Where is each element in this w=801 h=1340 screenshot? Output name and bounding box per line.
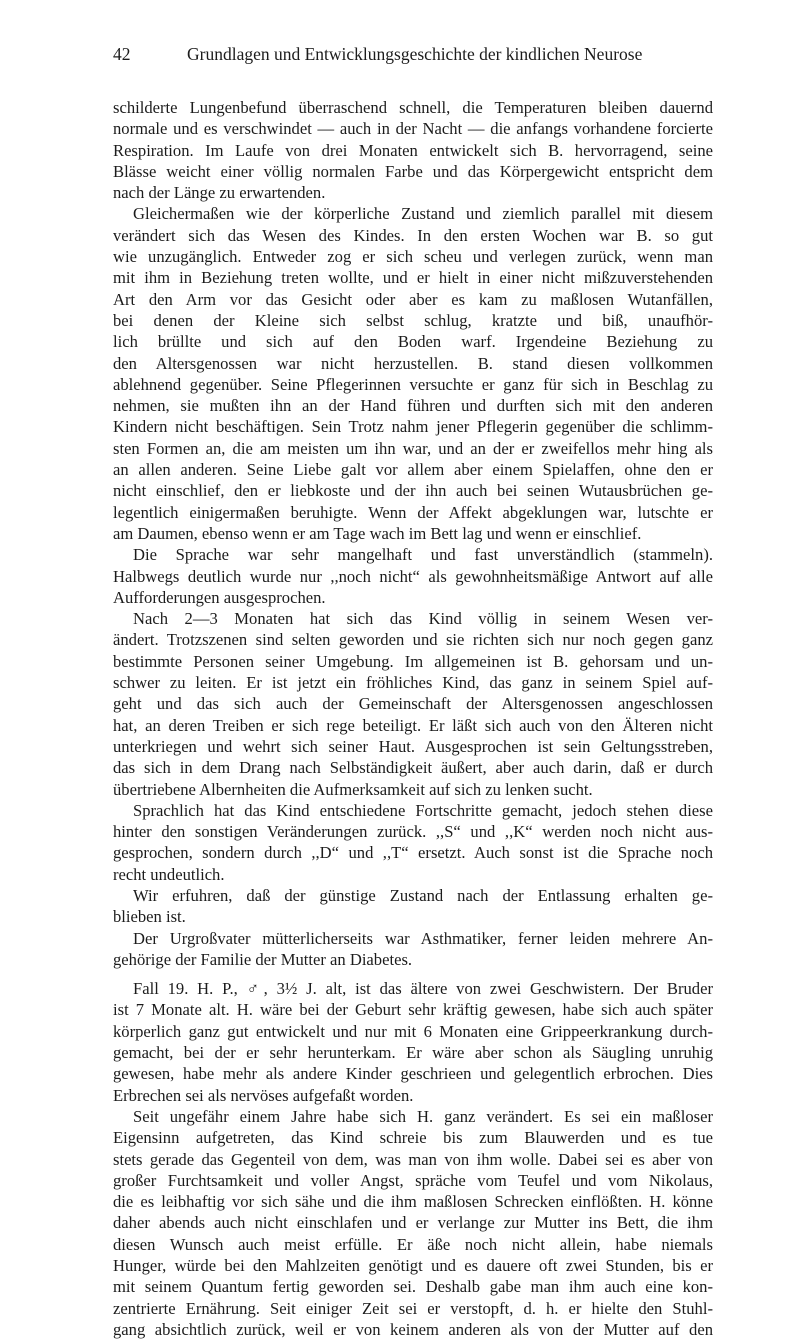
text-line: Der Urgroßvater mütterlicherseits war Asthmatiker, ferner leiden mehrere An- [133, 928, 713, 948]
text-line: mit ihm in Beziehung treten wollte, und er hielt in einer nicht mißzuverstehenden [113, 268, 713, 288]
text-line: Wir erfuhren, daß der günstige Zustand nach der Entlassung erhalten ge- [133, 885, 713, 905]
text-line: zentrierte Ernährung. Seit einiger Zeit sei er verstopft, d. h. er hielte den Stuhl- [113, 1298, 713, 1318]
text-line: Eigensinn aufgetreten, das Kind schreie bis zum Blauwerden und es tue [113, 1128, 713, 1148]
text-line: nehmen, sie mußten ihn an der Hand führen und durften sich mit den anderen [113, 396, 713, 416]
text-line: gesprochen, sondern durch ,,D“ und ,,T“ ersetzt. Auch sonst ist die Sprache noch [113, 843, 713, 863]
text-line: am Daumen, ebenso wenn er am Tage wach im Bett lag und wenn er einschlief. [113, 523, 642, 543]
text-line: Fall 19. H. P., ♂, 3½ J. alt, ist das ältere von zwei Geschwistern. Der Bruder [133, 979, 713, 999]
text-line: unterkriegen und wehrt sich seiner Haut. Ausgesprochen ist sein Geltungsstreben, [113, 736, 713, 756]
text-line: Sprachlich hat das Kind entschiedene Fortschritte gemacht, jedoch stehen diese [133, 800, 713, 820]
text-line: gehörige der Familie der Mutter an Diabetes. [113, 949, 413, 969]
text-line: recht undeutlich. [113, 864, 225, 884]
page-number: 42 [113, 44, 131, 64]
text-line: schwer zu leiten. Er ist jetzt ein fröhliches Kind, das ganz in seinem Spiel auf- [113, 673, 713, 693]
text-line: die es leibhaftig vor sich sähe und die ihm maßlosen Schrecken einflößten. H. könne [113, 1192, 713, 1212]
text-line: Erbrechen sei als nervöses aufgefaßt worden. [113, 1085, 414, 1105]
text-line: großer Furchtsamkeit und voller Angst, spräche vom Teufel und vom Nikolaus, [113, 1170, 713, 1190]
text-line: Respiration. Im Laufe von drei Monaten entwickelt sich B. hervorragend, seine [113, 140, 713, 160]
text-line: Aufforderungen ausgesprochen. [113, 587, 326, 607]
text-line: verändert sich das Wesen des Kindes. In den ersten Wochen war B. so gut [113, 225, 713, 245]
text-line: hat, an deren Treiben er sich rege beteiligt. Er läßt sich auch von den Älteren nicht [113, 715, 713, 735]
text-line: Nach 2—3 Monaten hat sich das Kind völlig in seinem Wesen ver- [133, 609, 713, 629]
text-line: den Altersgenossen war nicht herzustellen. B. stand diesen vollkommen [113, 353, 713, 373]
text-line: Seit ungefähr einem Jahre habe sich H. ganz verändert. Es sei ein maßloser [133, 1106, 713, 1126]
text-line: blieben ist. [113, 907, 186, 927]
text-line: gang absichtlich zurück, weil er von keinem anderen als von der Mutter auf den [113, 1319, 713, 1339]
text-line: nach der Länge zu erwartenden. [113, 183, 326, 203]
text-line: bei denen der Kleine sich selbst schlug, kratzte und biß, unaufhör- [113, 310, 713, 330]
running-title: Grundlagen und Entwicklungsgeschichte der kindlichen Neurose [187, 44, 643, 64]
text-line: ändert. Trotzszenen sind selten geworden und sie richten sich nur noch gegen ganz [113, 630, 713, 650]
text-line: legentlich einigermaßen beruhigte. Wenn der Affekt abgeklungen war, lutschte er [113, 502, 713, 522]
text-line: lich brüllte und sich auf den Boden warf. Irgendeine Beziehung zu [113, 332, 713, 352]
text-line: stets gerade das Gegenteil von dem, was man von ihm wolle. Dabei sei es aber von [113, 1149, 713, 1169]
text-line: mit seinem Quantum fertig geworden sei. Deshalb gabe man ihm auch eine kon- [113, 1277, 713, 1297]
text-line: schilderte Lungenbefund überraschend schnell, die Temperaturen bleiben dauernd [113, 98, 713, 117]
text-line: übertriebene Albernheiten die Aufmerksamkeit auf sich zu lenken sucht. [113, 779, 593, 799]
text-line: Kindern nicht beschäftigen. Sein Trotz nahm jener Pflegerin gegenüber die schlimm- [113, 417, 713, 437]
text-line: wie unzugänglich. Entweder zog er sich scheu und verlegen zurück, wenn man [113, 247, 713, 267]
text-line: Blässe weicht einer völlig normalen Farbe und das Körpergewicht entspricht dem [113, 161, 713, 181]
text-line: das sich in dem Drang nach Selbständigkeit äußert, aber auch darin, daß er durch [113, 758, 713, 778]
text-line: Art den Arm vor das Gesicht oder aber es kam zu maßlosen Wutanfällen, [113, 289, 713, 309]
text-line: ablehnend gegenüber. Seine Pflegerinnen versuchte er ganz für sich in Beschlag zu [113, 374, 713, 394]
text-line: Hunger, würde bei den Mahlzeiten genötigt und es dauere oft zwei Stunden, bis er [113, 1256, 713, 1276]
paragraph-gap [113, 970, 713, 978]
text-line: Halbwegs deutlich wurde nur ,,noch nicht“ als gewohnheitsmäßige Antwort auf alle [113, 566, 713, 586]
text-line: hinter den sonstigen Veränderungen zurück. ,,S“ und ,,K“ werden noch nicht aus- [113, 822, 713, 842]
text-line: Gleichermaßen wie der körperliche Zustand und ziemlich parallel mit diesem [133, 204, 713, 224]
text-line: Die Sprache war sehr mangelhaft und fast unverständlich (stammeln). [133, 545, 713, 565]
text-line: normale und es verschwindet — auch in der Nacht — die anfangs vorhandene forcierte [113, 119, 713, 139]
text-line: ist 7 Monate alt. H. wäre bei der Geburt sehr kräftig gewesen, habe sich auch später [113, 1000, 713, 1020]
text-line: daher abends auch nicht einschlafen und er verlange zur Mutter ins Bett, die ihm [113, 1213, 713, 1233]
text-line: gewesen, habe mehr als andere Kinder geschrieen und gelegentlich erbrochen. Dies [113, 1064, 713, 1084]
text-line: gemacht, bei der er sehr herunterkam. Er wäre aber schon als Säugling unruhig [113, 1043, 713, 1063]
text-line: geht und das sich auch der Gemeinschaft der Altersgenossen angeschlossen [113, 694, 713, 714]
page-header [113, 44, 713, 65]
text-line: sten Formen an, die am meisten um ihn war, und an der er zweifellos mehr hing als [113, 438, 713, 458]
text-line: bestimmte Personen seiner Umgebung. Im allgemeinen ist B. gehorsam und un- [113, 651, 713, 671]
text-line: diesen Wunsch auch meist erfülle. Er äße noch nicht allein, habe niemals [113, 1234, 713, 1254]
text-line: körperlich ganz gut entwickelt und nur mit 6 Monaten eine Grippeerkrankung durch- [113, 1021, 713, 1041]
text-line: an allen anderen. Seine Liebe galt vor allem aber einem Spielaffen, ohne den er [113, 460, 713, 480]
text-line: nicht einschlief, den er liebkoste und der ihn auch bei seinen Wutausbrüchen ge- [113, 481, 713, 501]
body-text [113, 97, 713, 1340]
